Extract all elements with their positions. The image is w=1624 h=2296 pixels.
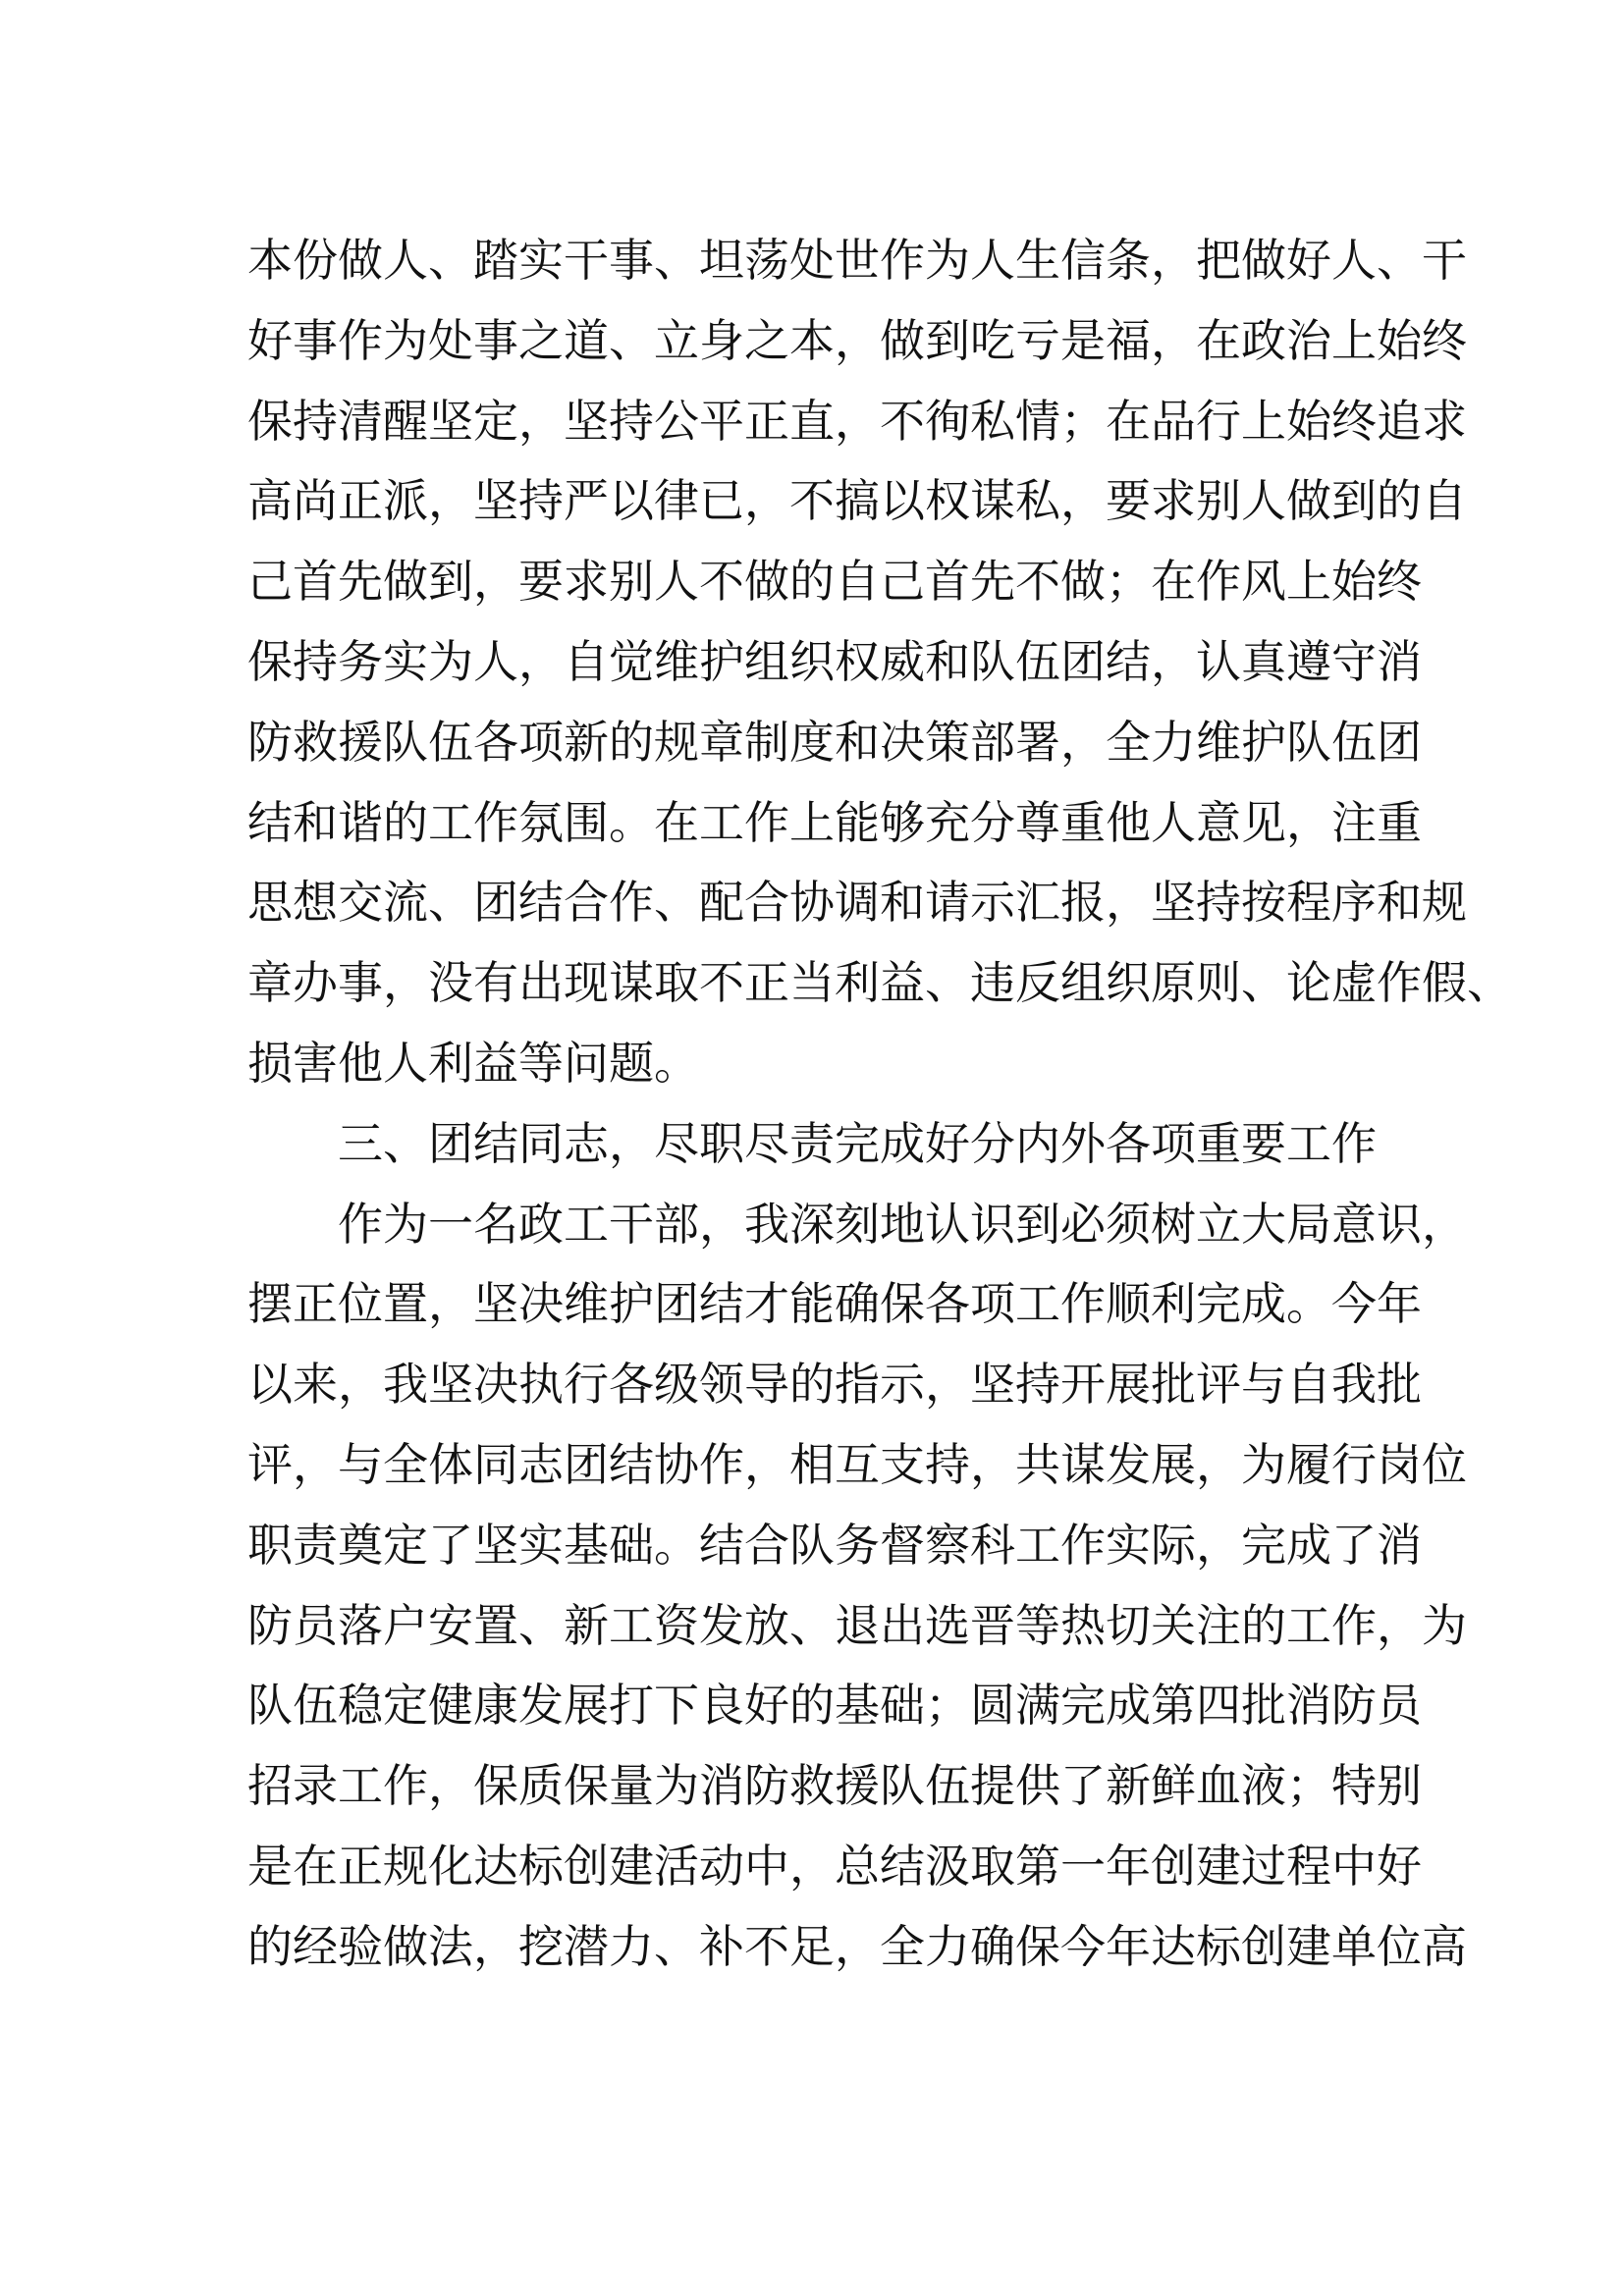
text-line: 己首先做到，要求别人不做的自己首先不做；在作风上始终 xyxy=(247,555,1422,609)
text-line: 保持务实为人，自觉维护组织权威和队伍团结，认真遵守消 xyxy=(247,634,1422,688)
text-line: 思想交流、团结合作、配合协调和请示汇报，坚持按程序和规 xyxy=(247,876,1467,930)
text-line: 高尚正派，坚持严以律已，不搞以权谋私，要求别人做到的自 xyxy=(247,474,1467,528)
text-line: 招录工作，保质保量为消防救援队伍提供了新鲜血液；特别 xyxy=(247,1759,1422,1813)
text-line: 评，与全体同志团结协作，相互支持，共谋发展，为履行岗位 xyxy=(247,1437,1467,1491)
text-line: 职责奠定了坚实基础。结合队务督察科工作实际，完成了消 xyxy=(247,1518,1422,1572)
paragraph-first-line: 作为一名政工干部，我深刻地认识到必须树立大局意识， xyxy=(338,1197,1467,1251)
text-line: 好事作为处事之道、立身之本，做到吃亏是福，在政治上始终 xyxy=(247,313,1467,367)
section-heading: 三、团结同志，尽职尽责完成好分内外各项重要工作 xyxy=(338,1116,1377,1170)
text-line: 防救援队伍各项新的规章制度和决策部署，全力维护队伍团 xyxy=(247,715,1422,769)
text-line: 防员落户安置、新工资发放、退出选晋等热切关注的工作，为 xyxy=(247,1598,1467,1652)
text-line: 以来，我坚决执行各级领导的指示，坚持开展批评与自我批 xyxy=(247,1358,1422,1412)
text-line: 是在正规化达标创建活动中，总结汲取第一年创建过程中好 xyxy=(247,1839,1422,1893)
body-text xyxy=(247,221,1512,1988)
text-line: 损害他人利益等问题。 xyxy=(247,1036,699,1090)
text-line: 的经验做法，挖潜力、补不足，全力确保今年达标创建单位高 xyxy=(247,1919,1467,1973)
text-line: 摆正位置，坚决维护团结才能确保各项工作顺利完成。今年 xyxy=(247,1277,1422,1331)
text-line: 结和谐的工作氛围。在工作上能够充分尊重他人意见，注重 xyxy=(247,795,1422,849)
text-line: 章办事，没有出现谋取不正当利益、违反组织原则、论虚作假、 xyxy=(247,956,1512,1010)
text-line: 本份做人、踏实干事、坦荡处世作为人生信条，把做好人、干 xyxy=(247,234,1467,287)
text-line: 队伍稳定健康发展打下良好的基础；圆满完成第四批消防员 xyxy=(247,1679,1422,1733)
text-line: 保持清醒坚定，坚持公平正直，不徇私情；在品行上始终追求 xyxy=(247,394,1467,448)
